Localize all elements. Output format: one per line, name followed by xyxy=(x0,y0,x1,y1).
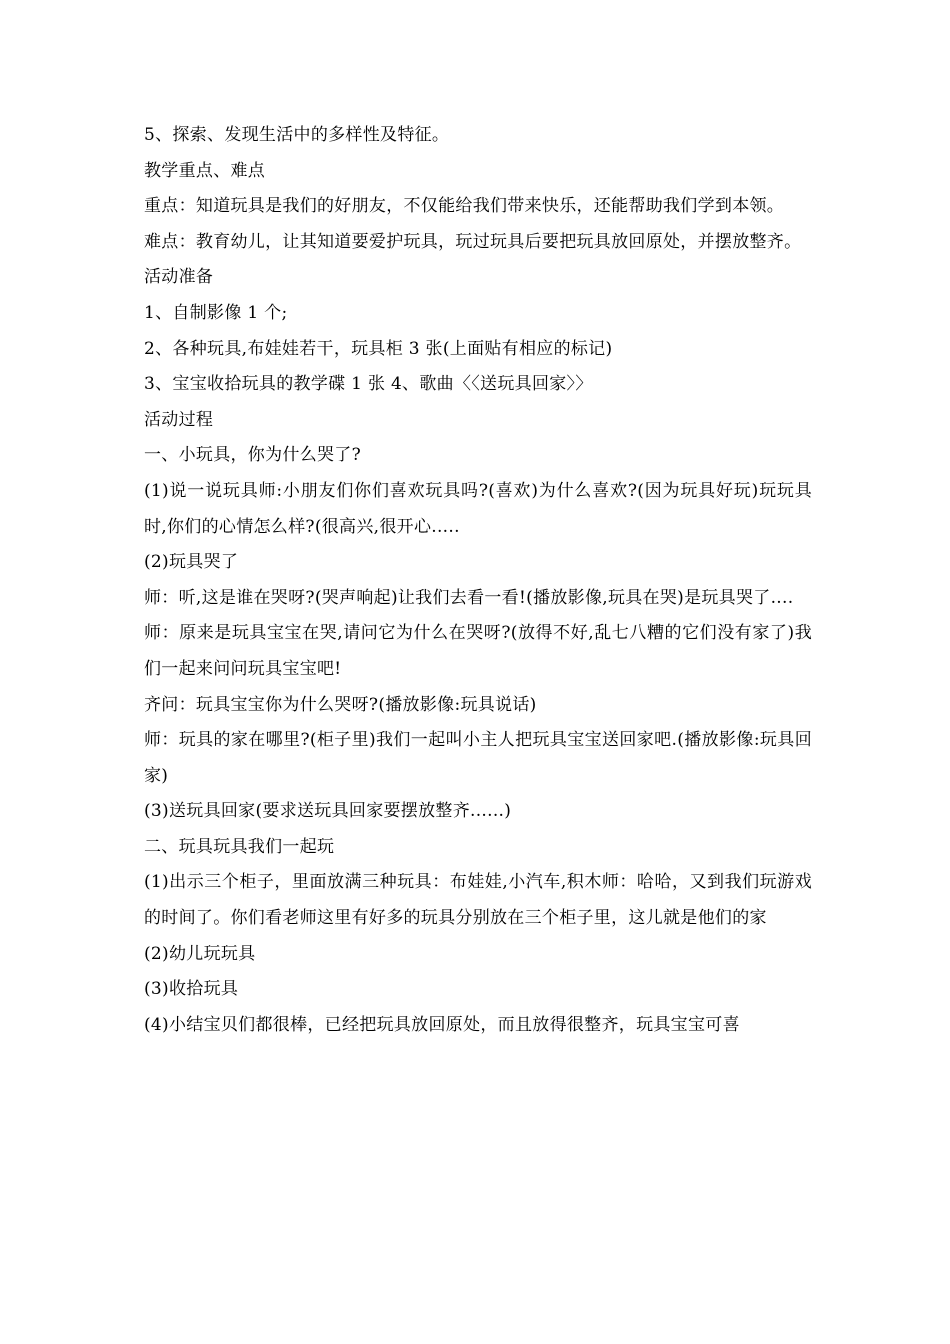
step-2-1: (1)出示三个柜子，里面放满三种玩具：布娃娃,小汽车,积木师：哈哈，又到我们玩游戏的时间了。你们看老师这里有好多的玩具分别放在三个柜子里，这儿就是他们的家 xyxy=(144,872,812,929)
key-point-paragraph: 重点：知道玩具是我们的好朋友，不仅能给我们带来快乐，还能帮助我们学到本领。 xyxy=(144,196,785,217)
section-1-title: 一、小玩具，你为什么哭了? xyxy=(144,445,362,466)
group-question-line: 齐问：玩具宝宝你为什么哭呀?(播放影像:玩具说话) xyxy=(144,694,537,715)
teacher-line-1: 师：听,这是谁在哭呀?(哭声响起)让我们去看一看!(播放影像,玩具在哭)是玩具哭了.... xyxy=(144,587,794,608)
step-2-2: (2)幼儿玩玩具 xyxy=(144,943,256,964)
step-1-1: (1)说一说玩具师:小朋友们你们喜欢玩具吗?(喜欢)为什么喜欢?(因为玩具好玩)玩玩具时,你们的心情怎么样?(很高兴,很开心..... xyxy=(144,480,812,537)
section-2-title: 二、玩具玩具我们一起玩 xyxy=(144,836,335,857)
heading-activity-process: 活动过程 xyxy=(144,409,214,430)
prep-item-3: 3、宝宝收拾玩具的教学碟 1 张 4、歌曲〈〈送玩具回家〉〉 xyxy=(144,374,593,395)
step-2-4: (4)小结宝贝们都很棒，已经把玩具放回原处，而且放得很整齐，玩具宝宝可喜 xyxy=(144,1014,740,1035)
list-item-5-explore: 5、探索、发现生活中的多样性及特征。 xyxy=(144,125,450,145)
step-2-3: (3)收拾玩具 xyxy=(144,979,239,1000)
step-1-3: (3)送玩具回家(要求送玩具回家要摆放整齐......) xyxy=(144,801,512,822)
heading-key-difficult-points: 教学重点、难点 xyxy=(144,160,266,181)
teacher-line-3: 师：玩具的家在哪里?(柜子里)我们一起叫小主人把玩具宝宝送回家吧.(播放影像:玩具回家) xyxy=(144,730,812,786)
prep-item-2: 2、各种玩具,布娃娃若干，玩具柜 3 张(上面贴有相应的标记) xyxy=(144,338,613,359)
heading-activity-preparation: 活动准备 xyxy=(144,267,214,288)
document-body xyxy=(144,118,812,1043)
teacher-line-2: 师：原来是玩具宝宝在哭,请问它为什么在哭呀?(放得不好,乱七八糟的它们没有家了)我们一起来问问玩具宝宝吧! xyxy=(144,623,812,679)
step-1-2: (2)玩具哭了 xyxy=(144,552,239,573)
difficult-point-paragraph: 难点：教育幼儿，让其知道要爱护玩具，玩过玩具后要把玩具放回原处，并摆放整齐。 xyxy=(144,231,802,252)
prep-item-1: 1、自制影像 1 个; xyxy=(144,302,288,323)
